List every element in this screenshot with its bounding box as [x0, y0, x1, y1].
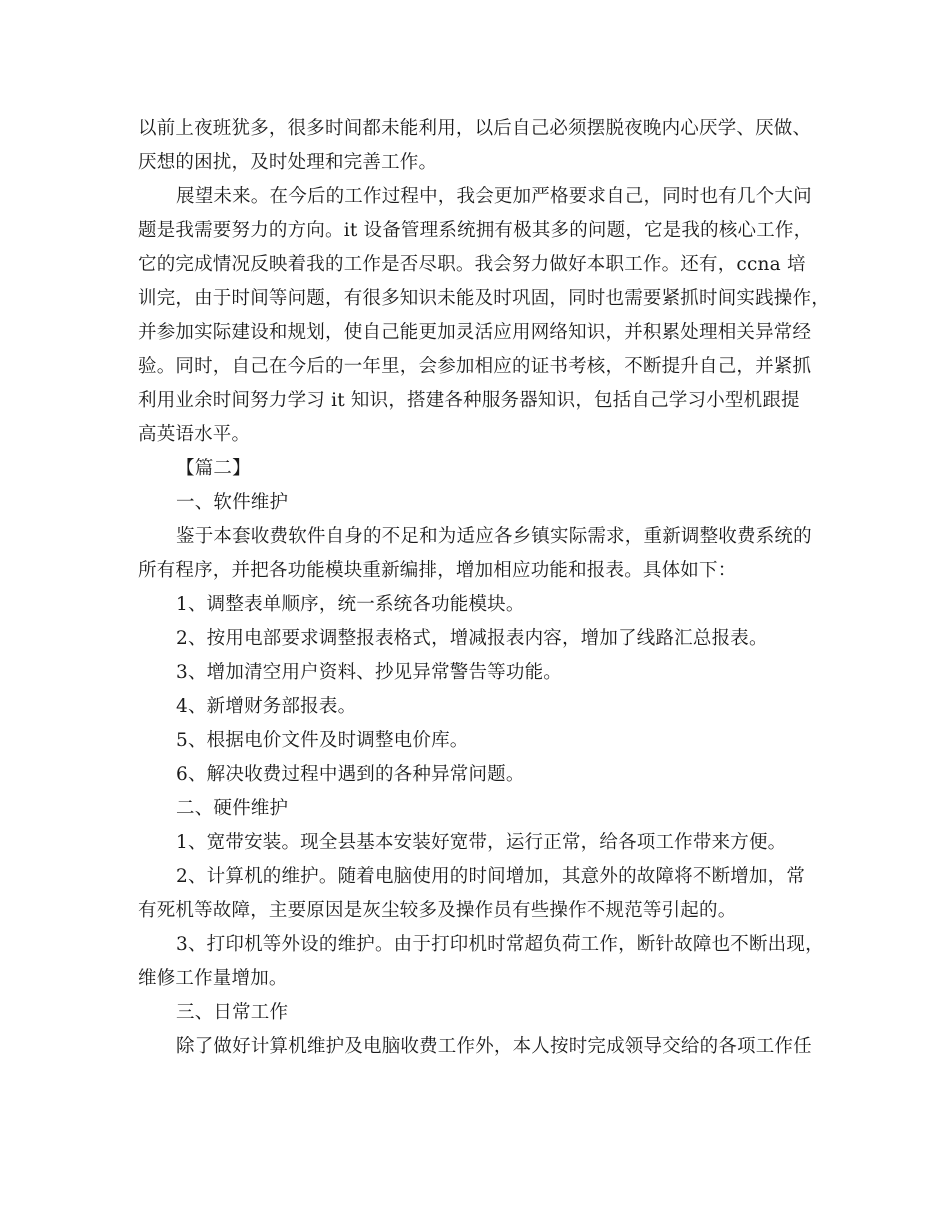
list-item-6: 6、解决收费过程中遇到的各种异常问题。: [176, 764, 525, 785]
list-item-hw-2: 2、计算机的维护。随着电脑使用的时间增加，其意外的故障将不断增加，常: [176, 866, 806, 887]
list-item-2: 2、按用电部要求调整报表格式，增减报表内容，增加了线路汇总报表。: [176, 628, 768, 649]
list-item-hw-1: 1、宽带安装。现全县基本安装好宽带，运行正常，给各项工作带来方便。: [176, 832, 787, 853]
text-line-2: 厌想的困扰，及时处理和完善工作。: [138, 152, 438, 173]
text-line-7: 并参加实际建设和规划，使自己能更加灵活应用网络知识，并积累处理相关异常经: [138, 322, 812, 343]
list-item-3: 3、增加清空用户资料、抄见异常警告等功能。: [176, 662, 562, 683]
text-line-1: 以前上夜班犹多，很多时间都未能利用，以后自己必须摆脱夜晚内心厌学、厌做、: [138, 118, 812, 139]
list-item-1: 1、调整表单顺序，统一系统各功能模块。: [176, 594, 525, 615]
section-heading-daily: 三、日常工作: [176, 1002, 289, 1023]
list-item-5: 5、根据电价文件及时调整电价库。: [176, 730, 469, 751]
text-line-26: 维修工作量增加。: [138, 968, 288, 989]
section-heading-software: 一、软件维护: [176, 492, 289, 513]
section-heading-pian-er: 【篇二】: [176, 458, 251, 479]
text-line-24: 有死机等故障，主要原因是灰尘较多及操作员有些操作不规范等引起的。: [138, 900, 737, 921]
section-heading-hardware: 二、硬件维护: [176, 798, 289, 819]
text-line-9: 利用业余时间努力学习 it 知识，搭建各种服务器知识，包括自己学习小型机跟提: [138, 390, 800, 411]
text-line-13: 鉴于本套收费软件自身的不足和为适应各乡镇实际需求，重新调整收费系统的: [176, 526, 812, 547]
list-item-4: 4、新增财务部报表。: [176, 696, 357, 717]
text-line-5: 它的完成情况反映着我的工作是否尽职。我会努力做好本职工作。还有，ccna 培: [138, 254, 806, 275]
text-line-14: 所有程序，并把各功能模块重新编排，增加相应功能和报表。具体如下：: [138, 560, 737, 581]
text-line-3: 展望未来。在今后的工作过程中，我会更加严格要求自己，同时也有几个大问: [176, 186, 812, 207]
text-line-6: 训完，由于时间等问题，有很多知识未能及时巩固，同时也需要紧抓时间实践操作，: [138, 288, 830, 309]
text-line-4: 题是我需要努力的方向。it 设备管理系统拥有极其多的问题，它是我的核心工作，: [138, 220, 813, 241]
text-line-10: 高英语水平。: [138, 424, 251, 445]
text-line-8: 验。同时，自己在今后的一年里，会参加相应的证书考核，不断提升自己，并紧抓: [138, 356, 812, 377]
list-item-hw-3: 3、打印机等外设的维护。由于打印机时常超负荷工作，断针故障也不断出现，: [176, 934, 824, 955]
text-line-28: 除了做好计算机维护及电脑收费工作外，本人按时完成领导交给的各项工作任: [176, 1036, 812, 1057]
